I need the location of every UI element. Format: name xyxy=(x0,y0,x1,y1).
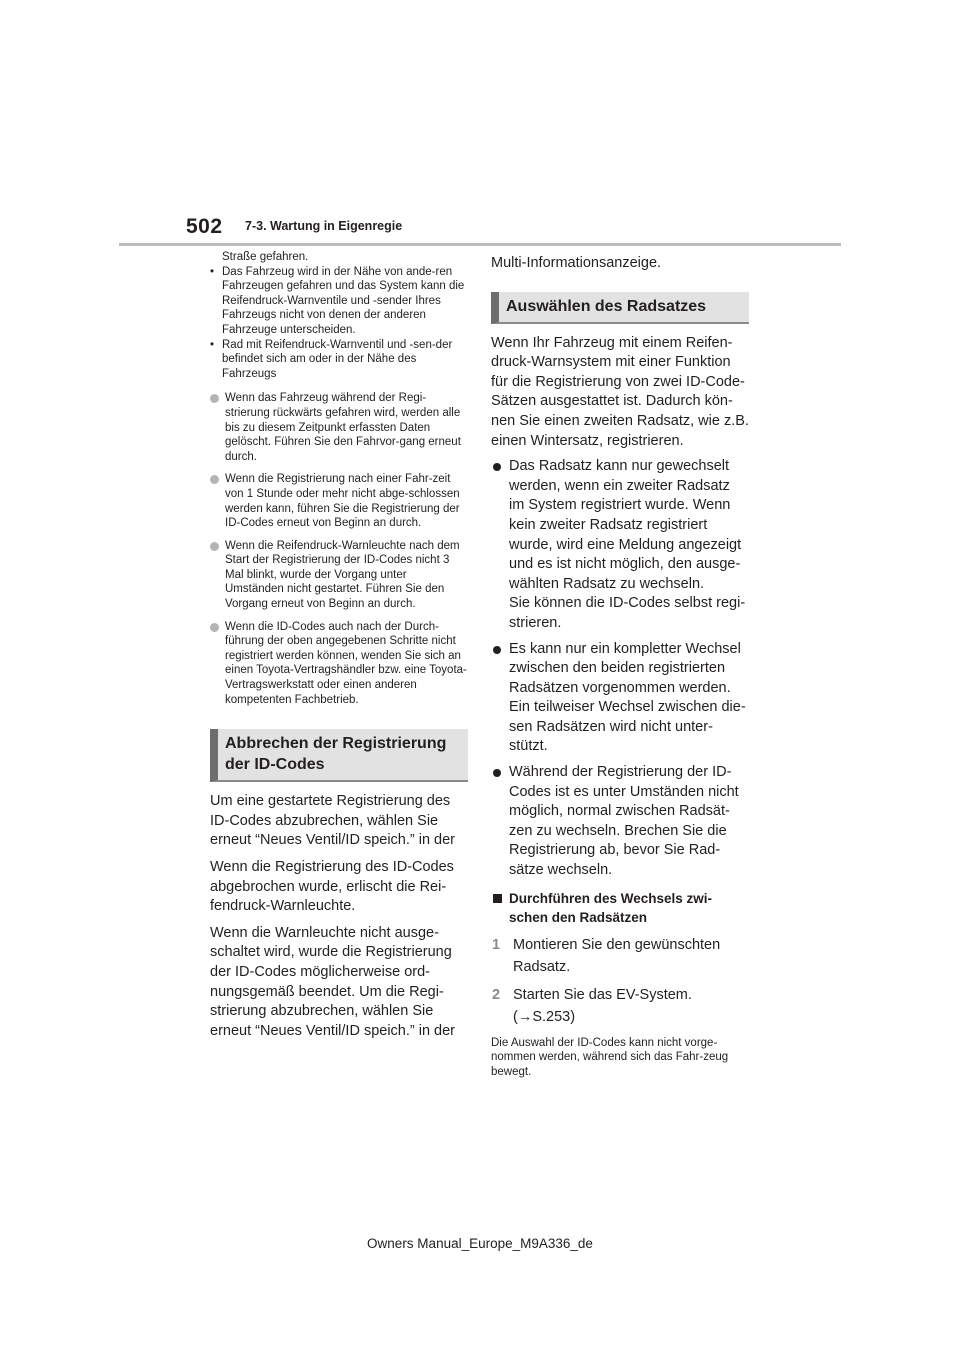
bullet-dot-icon xyxy=(493,463,501,471)
step-item xyxy=(491,934,749,978)
note-item xyxy=(210,391,468,464)
bullet-dot-icon xyxy=(493,769,501,777)
dash-bullet-icon: • xyxy=(210,338,215,351)
section-heading xyxy=(210,729,468,782)
body-paragraph: Wenn Ihr Fahrzeug mit einem Reifen-druck-Warnsystem mit einer Funktion für die Registrierung von zwei ID-Code-Sätzen ausgestattet ist. Dadurch kön-nen Sie einen zweiten Radsatz, wie z.B. einen Wintersatz, registrieren. xyxy=(491,334,749,449)
section-header: 7-3. Wartung in Eigenregie xyxy=(245,219,403,233)
body-paragraph: Wenn die Warnleuchte nicht ausge-schaltet wird, wurde die Registrierung der ID-Codes möglicherweise ord-nungsgemäß beendet. Um die Regi-strierung abzubrechen, wählen Sie erneut “Neues Ventil/ID speich.” in der xyxy=(210,924,456,1039)
note-item xyxy=(210,539,468,612)
footer-text: Owners Manual_Europe_M9A336_de xyxy=(367,1236,593,1251)
step-number: 1 xyxy=(492,936,501,953)
square-bullet-icon xyxy=(493,894,502,903)
step-number: 2 xyxy=(492,986,501,1003)
note-circle-icon xyxy=(210,542,219,551)
bullet-text: Das Radsatz kann nur gewechselt werden, wenn ein zweiter Radsatz im System registriert wurde. Wenn kein zweiter Radsatz registriert wurde, wird eine Meldung angezeigt und es ist nicht möglich, den ausge-wählten Radsatz zu wechseln. xyxy=(509,458,742,592)
note-text: Wenn die Registrierung nach einer Fahr-zeit von 1 Stunde oder mehr nicht abge-schlossen werden kann, führen Sie die Registrierung der ID-Codes erneut von Beginn an durch. xyxy=(225,473,460,530)
heading-line: Auswählen des Radsatzes xyxy=(506,297,707,315)
sub-heading-text: Durchführen des Wechsels zwi-schen den Radsätzen xyxy=(509,890,713,926)
list-item xyxy=(210,265,468,338)
note-circle-icon xyxy=(210,475,219,484)
note-text: Wenn die Reifendruck-Warnleuchte nach dem Start der Registrierung der ID-Codes nicht 3 Mal blinkt, wurde der Vorgang unter Umständen nicht gestartet. Führen Sie den Vorgang erneut von Beginn an durch. xyxy=(225,539,460,611)
bullet-text: Sie können die ID-Codes selbst regi-strieren. xyxy=(509,595,746,631)
heading-line: der ID-Codes xyxy=(225,756,325,774)
list-item-text: Das Fahrzeug wird in der Nähe von ande-ren Fahrzeugen gefahren und das System kann die Reifendruck-Warnventile und -sender Ihres Fahrzeugs nicht von denen der anderen Fahrzeuge unterscheiden. xyxy=(222,265,465,336)
note-text: Wenn die ID-Codes auch nach der Durch-führung der oben angegebenen Schritte nicht registriert werden können, wenden Sie sich an einen Toyota-Vertragshändler bzw. eine Toyota-Vertragswerkstatt oder einen anderen kompetenten Fachbetrieb. xyxy=(225,620,467,706)
continued-text: Multi-Informationsanzeige. xyxy=(491,255,662,271)
note-item xyxy=(210,472,468,530)
list-item-text: Rad mit Reifendruck-Warnventil und -sen-der befindet sich am oder in der Nähe des Fahrzeugs xyxy=(222,338,453,380)
body-paragraph: Wenn die Registrierung des ID-Codes abgebrochen wurde, erlischt die Rei-fendruck-Warnleuchte. xyxy=(210,859,454,915)
page-number: 502 xyxy=(186,215,223,238)
note-text: Wenn das Fahrzeug während der Regi-strierung rückwärts gefahren wird, werden alle bis zu diesem Zeitpunkt erfassten Daten gelöscht. Führen Sie den Fahrvor-gang erneut durch. xyxy=(225,392,461,463)
note-circle-icon xyxy=(210,623,219,632)
note-item xyxy=(210,620,468,708)
header-divider xyxy=(119,243,841,246)
left-column xyxy=(210,250,468,1041)
bullet-dot-icon xyxy=(493,646,501,654)
body-paragraph: Um eine gestartete Registrierung des ID-Codes abzubrechen, wählen Sie erneut “Neues Ventil/ID speich.” in der xyxy=(210,793,456,849)
step-text: Starten Sie das EV-System. xyxy=(513,986,692,1003)
section-heading xyxy=(491,292,749,324)
bullet-item xyxy=(491,457,749,633)
bullet-text: Während der Registrierung der ID-Codes ist es unter Umständen nicht möglich, normal zwischen Radsät-zen zu wechseln. Brechen Sie die Registrierung ab, bevor Sie Rad-sätze wechseln. xyxy=(509,764,739,879)
heading-line: Abbrechen der Registrierung xyxy=(225,735,447,753)
bullet-item xyxy=(491,763,749,881)
page-reference-link[interactable]: (→S.253) xyxy=(513,1008,576,1025)
step-item xyxy=(491,984,749,1028)
continued-text: Straße gefahren. xyxy=(222,251,309,263)
list-item xyxy=(210,338,468,382)
dash-bullet-icon: • xyxy=(210,265,215,278)
sub-heading xyxy=(491,889,749,928)
note-circle-icon xyxy=(210,394,219,403)
bullet-item xyxy=(491,640,749,758)
right-column xyxy=(491,250,749,1080)
footnote: Die Auswahl der ID-Codes kann nicht vorge-nommen werden, während sich das Fahr-zeug bewegt. xyxy=(491,1036,729,1078)
step-text: Montieren Sie den gewünschten Radsatz. xyxy=(513,936,721,975)
bullet-text: Es kann nur ein kompletter Wechsel zwischen den beiden registrierten Radsätzen vorgenommen werden. Ein teilweiser Wechsel zwischen die-sen Radsätzen wird nicht unter-stützt. xyxy=(509,640,746,755)
